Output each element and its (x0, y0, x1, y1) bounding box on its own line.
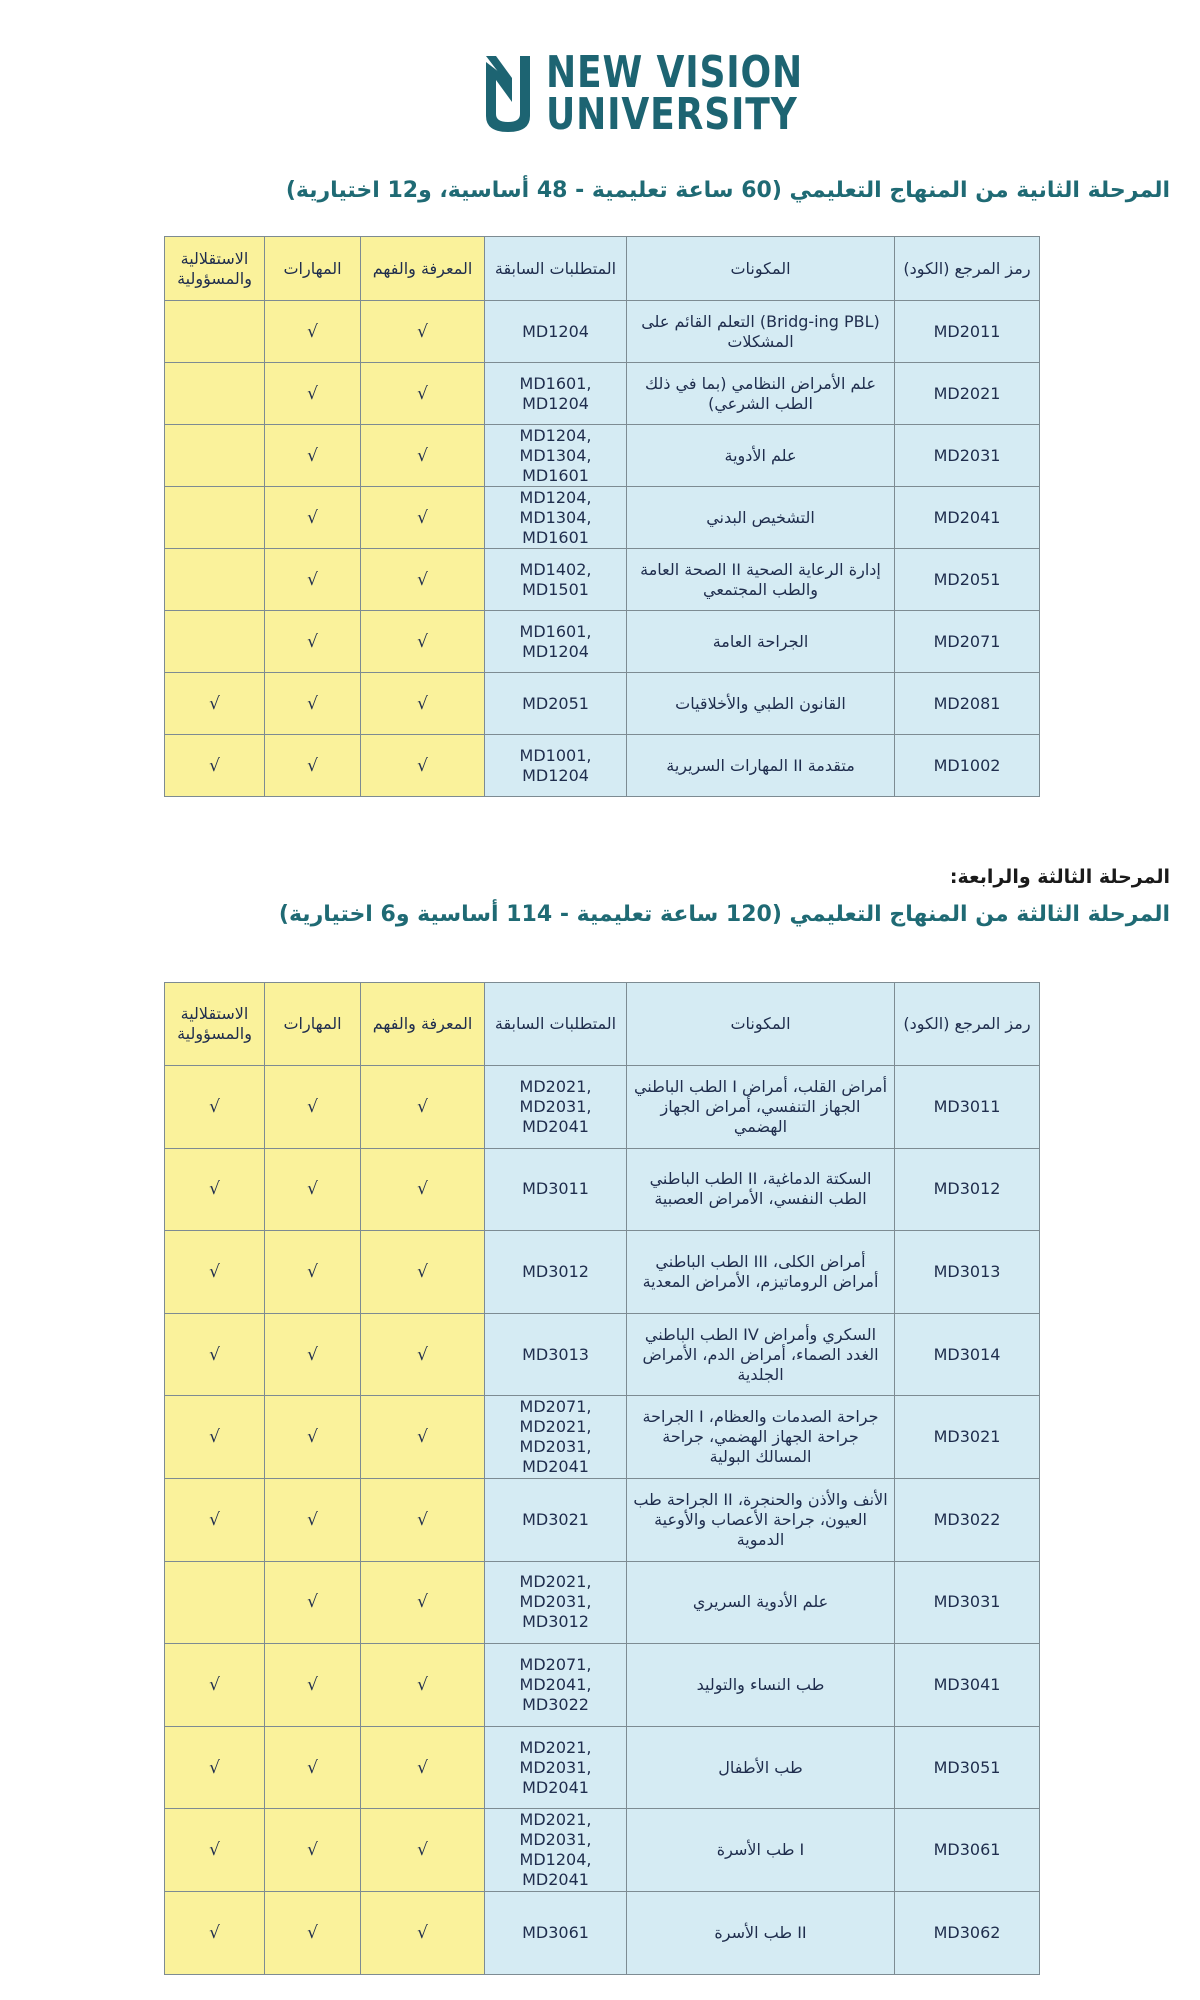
skills-check-cell: √ (265, 673, 361, 735)
table-row (165, 425, 1040, 487)
code-cell: MD3031 (895, 1561, 1040, 1644)
knowledge-check-cell: √ (361, 1644, 485, 1727)
header-code: رمز المرجع (الكود) (895, 983, 1040, 1066)
component-cell: التشخيص البدني (627, 487, 895, 549)
independence-check-cell: √ (165, 1809, 265, 1892)
component-cell: جراحة الصدمات والعظام، I الجراحة جراحة الجهاز الهضمي، جراحة المسالك البولية (627, 1396, 895, 1479)
table-row (165, 1891, 1040, 1974)
table-row (165, 1478, 1040, 1561)
independence-check-cell: √ (165, 735, 265, 797)
component-cell: أمراض الكلى، III الطب الباطني أمراض الروماتيزم، الأمراض المعدية (627, 1231, 895, 1314)
code-cell: MD3051 (895, 1726, 1040, 1809)
skills-check-cell: √ (265, 1396, 361, 1479)
header-skills: المهارات (265, 237, 361, 301)
skills-check-cell: √ (265, 1231, 361, 1314)
prerequisites-cell: MD1601, MD1204 (485, 363, 627, 425)
logo-mark-icon (482, 52, 534, 136)
component-cell: علم الأدوية (627, 425, 895, 487)
knowledge-check-cell: √ (361, 1396, 485, 1479)
table-stage-2 (164, 236, 1040, 797)
code-cell: MD1002 (895, 735, 1040, 797)
code-cell: MD3014 (895, 1313, 1040, 1396)
component-cell: القانون الطبي والأخلاقيات (627, 673, 895, 735)
prerequisites-cell: MD1001, MD1204 (485, 735, 627, 797)
independence-check-cell (165, 611, 265, 673)
component-cell: I طب الأسرة (627, 1809, 895, 1892)
independence-check-cell: √ (165, 1231, 265, 1314)
independence-check-cell: √ (165, 1396, 265, 1479)
header-prerequisites: المتطلبات السابقة (485, 983, 627, 1066)
skills-check-cell: √ (265, 1148, 361, 1231)
prerequisites-cell: MD1601, MD1204 (485, 611, 627, 673)
skills-check-cell: √ (265, 1561, 361, 1644)
prerequisites-cell: MD2021, MD2031, MD3012 (485, 1561, 627, 1644)
component-cell: طب الأطفال (627, 1726, 895, 1809)
independence-check-cell: √ (165, 1313, 265, 1396)
table-row (165, 1066, 1040, 1149)
code-cell: MD3012 (895, 1148, 1040, 1231)
knowledge-check-cell: √ (361, 1313, 485, 1396)
header-knowledge: المعرفة والفهم (361, 237, 485, 301)
skills-check-cell: √ (265, 549, 361, 611)
knowledge-check-cell: √ (361, 301, 485, 363)
header-prerequisites: المتطلبات السابقة (485, 237, 627, 301)
table-header-row (165, 983, 1040, 1066)
component-cell: الجراحة العامة (627, 611, 895, 673)
skills-check-cell: √ (265, 1478, 361, 1561)
independence-check-cell: √ (165, 1726, 265, 1809)
code-cell: MD2021 (895, 363, 1040, 425)
prerequisites-cell: MD1204 (485, 301, 627, 363)
header-independence: الاستقلالية والمسؤولية (165, 237, 265, 301)
logo-line-1: NEW VISION (546, 47, 804, 98)
independence-check-cell (165, 1561, 265, 1644)
prerequisites-cell: MD2051 (485, 673, 627, 735)
independence-check-cell (165, 363, 265, 425)
header-code: رمز المرجع (الكود) (895, 237, 1040, 301)
knowledge-check-cell: √ (361, 487, 485, 549)
table-row (165, 735, 1040, 797)
table-stage-3 (164, 982, 1040, 1975)
header-components: المكونات (627, 237, 895, 301)
table-row (165, 301, 1040, 363)
component-cell: الأنف والأذن والحنجرة، II الجراحة طب العيون، جراحة الأعصاب والأوعية الدموية (627, 1478, 895, 1561)
skills-check-cell: √ (265, 487, 361, 549)
component-cell: علم الأدوية السريري (627, 1561, 895, 1644)
knowledge-check-cell: √ (361, 1066, 485, 1149)
table-row (165, 1313, 1040, 1396)
table-row (165, 1231, 1040, 1314)
knowledge-check-cell: √ (361, 673, 485, 735)
code-cell: MD3062 (895, 1891, 1040, 1974)
knowledge-check-cell: √ (361, 1891, 485, 1974)
knowledge-check-cell: √ (361, 425, 485, 487)
skills-check-cell: √ (265, 1809, 361, 1892)
component-cell: II طب الأسرة (627, 1891, 895, 1974)
prerequisites-cell: MD1402, MD1501 (485, 549, 627, 611)
prerequisites-cell: MD2071, MD2021, MD2031, MD2041 (485, 1396, 627, 1479)
knowledge-check-cell: √ (361, 735, 485, 797)
code-cell: MD2071 (895, 611, 1040, 673)
prerequisites-cell: MD3061 (485, 1891, 627, 1974)
code-cell: MD2011 (895, 301, 1040, 363)
prerequisites-cell: MD1204, MD1304, MD1601 (485, 425, 627, 487)
skills-check-cell: √ (265, 1726, 361, 1809)
header-components: المكونات (627, 983, 895, 1066)
table-row (165, 611, 1040, 673)
prerequisites-cell: MD3013 (485, 1313, 627, 1396)
code-cell: MD3061 (895, 1809, 1040, 1892)
component-cell: السكري وأمراض IV الطب الباطني الغدد الصماء، أمراض الدم، الأمراض الجلدية (627, 1313, 895, 1396)
university-logo (482, 47, 859, 140)
code-cell: MD2051 (895, 549, 1040, 611)
code-cell: MD3041 (895, 1644, 1040, 1727)
code-cell: MD2081 (895, 673, 1040, 735)
independence-check-cell: √ (165, 1478, 265, 1561)
skills-check-cell: √ (265, 1644, 361, 1727)
component-cell: (Bridg-ing PBL) التعلم القائم على المشكلات (627, 301, 895, 363)
table-row (165, 1148, 1040, 1231)
component-cell: أمراض القلب، أمراض I الطب الباطني الجهاز التنفسي، أمراض الجهاز الهضمي (627, 1066, 895, 1149)
independence-check-cell (165, 425, 265, 487)
independence-check-cell (165, 301, 265, 363)
knowledge-check-cell: √ (361, 1809, 485, 1892)
code-cell: MD2031 (895, 425, 1040, 487)
header-independence: الاستقلالية والمسؤولية (165, 983, 265, 1066)
table-row (165, 1726, 1040, 1809)
knowledge-check-cell: √ (361, 1231, 485, 1314)
table-header-row (165, 237, 1040, 301)
header-skills: المهارات (265, 983, 361, 1066)
component-cell: علم الأمراض النظامي (بما في ذلك الطب الشرعي) (627, 363, 895, 425)
section2-heading: المرحلة الثالثة من المنهاج التعليمي (120 ساعة تعليمية - 114 أساسية و6 اختيارية) (278, 902, 1170, 927)
prerequisites-cell: MD2071, MD2041, MD3022 (485, 1644, 627, 1727)
prerequisites-cell: MD2021, MD2031, MD2041 (485, 1726, 627, 1809)
knowledge-check-cell: √ (361, 1561, 485, 1644)
independence-check-cell: √ (165, 1066, 265, 1149)
table-row (165, 549, 1040, 611)
skills-check-cell: √ (265, 611, 361, 673)
skills-check-cell: √ (265, 1313, 361, 1396)
component-cell: طب النساء والتوليد (627, 1644, 895, 1727)
independence-check-cell: √ (165, 1891, 265, 1974)
code-cell: MD3013 (895, 1231, 1040, 1314)
code-cell: MD3011 (895, 1066, 1040, 1149)
prerequisites-cell: MD1204, MD1304, MD1601 (485, 487, 627, 549)
knowledge-check-cell: √ (361, 1148, 485, 1231)
independence-check-cell (165, 487, 265, 549)
prerequisites-cell: MD3011 (485, 1148, 627, 1231)
code-cell: MD3022 (895, 1478, 1040, 1561)
section2-subheading: المرحلة الثالثة والرابعة: (949, 866, 1170, 888)
independence-check-cell: √ (165, 1148, 265, 1231)
table-row (165, 363, 1040, 425)
skills-check-cell: √ (265, 1066, 361, 1149)
component-cell: متقدمة II المهارات السريرية (627, 735, 895, 797)
logo-line-2: UNIVERSITY (546, 89, 798, 140)
prerequisites-cell: MD3012 (485, 1231, 627, 1314)
independence-check-cell: √ (165, 1644, 265, 1727)
table-row (165, 673, 1040, 735)
skills-check-cell: √ (265, 363, 361, 425)
knowledge-check-cell: √ (361, 363, 485, 425)
prerequisites-cell: MD3021 (485, 1478, 627, 1561)
component-cell: إدارة الرعاية الصحية II الصحة العامة والطب المجتمعي (627, 549, 895, 611)
knowledge-check-cell: √ (361, 611, 485, 673)
skills-check-cell: √ (265, 1891, 361, 1974)
skills-check-cell: √ (265, 425, 361, 487)
table-row (165, 1561, 1040, 1644)
prerequisites-cell: MD2021, MD2031, MD1204, MD2041 (485, 1809, 627, 1892)
knowledge-check-cell: √ (361, 1726, 485, 1809)
code-cell: MD3021 (895, 1396, 1040, 1479)
component-cell: السكتة الدماغية، II الطب الباطني الطب النفسي، الأمراض العصبية (627, 1148, 895, 1231)
table-row (165, 1809, 1040, 1892)
section1-heading: المرحلة الثانية من المنهاج التعليمي (60 ساعة تعليمية - 48 أساسية، و12 اختيارية) (285, 178, 1170, 203)
independence-check-cell (165, 549, 265, 611)
independence-check-cell: √ (165, 673, 265, 735)
prerequisites-cell: MD2021, MD2031, MD2041 (485, 1066, 627, 1149)
header-knowledge: المعرفة والفهم (361, 983, 485, 1066)
skills-check-cell: √ (265, 735, 361, 797)
skills-check-cell: √ (265, 301, 361, 363)
code-cell: MD2041 (895, 487, 1040, 549)
knowledge-check-cell: √ (361, 1478, 485, 1561)
knowledge-check-cell: √ (361, 549, 485, 611)
table-row (165, 487, 1040, 549)
table-row (165, 1644, 1040, 1727)
table-row (165, 1396, 1040, 1479)
